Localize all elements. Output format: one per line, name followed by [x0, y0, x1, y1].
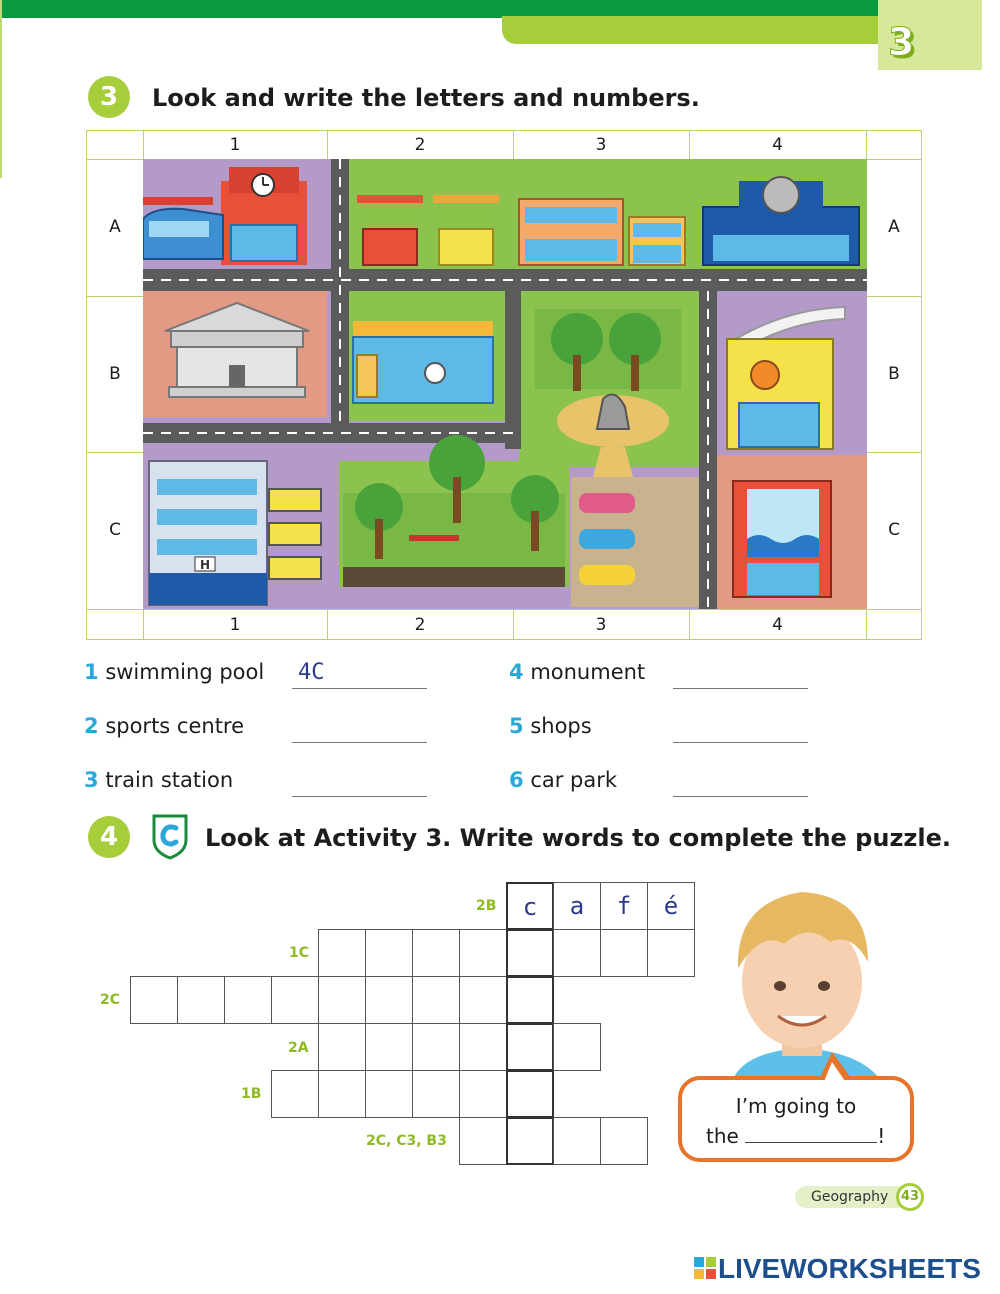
unit-tab	[878, 0, 982, 70]
crossword-cell[interactable]: é	[647, 882, 695, 930]
answer-line-2	[292, 742, 427, 743]
answer-line-6	[673, 796, 808, 797]
answer-line-3	[292, 796, 427, 797]
crossword-cell[interactable]	[412, 1070, 460, 1118]
answer-line-4	[673, 688, 808, 689]
hospital-sign: H	[199, 558, 211, 572]
answer-line-1	[292, 688, 427, 689]
crossword-cell[interactable]: f	[600, 882, 648, 930]
activity-3-title: Look and write the letters and numbers.	[152, 84, 700, 112]
header-accent-bar	[502, 16, 892, 44]
item-shops	[509, 714, 592, 738]
crossword-cell[interactable]	[553, 929, 601, 977]
clue-2c: 2C	[100, 992, 121, 1008]
column-label-bottom-2: 2	[414, 615, 426, 635]
item-label: monument	[530, 660, 646, 684]
row-label-left-b: B	[109, 364, 121, 384]
crossword-cell[interactable]: a	[553, 882, 601, 930]
page-number: 43	[896, 1183, 924, 1211]
column-label-top-1: 1	[229, 135, 241, 155]
row-label-right-c: C	[888, 520, 900, 540]
crossword-cell[interactable]	[553, 1117, 601, 1165]
activity-4-number: 4	[88, 816, 130, 858]
clue-1b: 1B	[241, 1086, 262, 1102]
crossword-cell[interactable]	[506, 1023, 554, 1071]
crossword-cell[interactable]	[412, 1023, 460, 1071]
row-label-left-a: A	[109, 217, 121, 237]
item-number: 3	[84, 768, 99, 792]
speech-line-2	[706, 1124, 885, 1148]
item-number: 2	[84, 714, 99, 738]
clue-1c: 1C	[289, 945, 310, 961]
clue-2b: 2B	[476, 898, 497, 914]
column-label-top-2: 2	[414, 135, 426, 155]
crossword-cell[interactable]	[459, 976, 507, 1024]
column-label-bottom-4: 4	[772, 615, 783, 635]
crossword-cell[interactable]	[506, 1070, 554, 1118]
activity-3-number: 3	[88, 76, 130, 118]
crossword-cell[interactable]	[506, 929, 554, 977]
unit-number: 3	[888, 20, 915, 64]
crossword-cell[interactable]	[318, 1070, 366, 1118]
crossword-cell[interactable]	[271, 976, 319, 1024]
crossword-cell[interactable]	[506, 976, 554, 1024]
crossword-cell[interactable]	[459, 1117, 507, 1165]
crossword-cell[interactable]	[130, 976, 178, 1024]
item-label: shops	[530, 714, 592, 738]
crossword-cell[interactable]	[365, 929, 413, 977]
item-number: 4	[509, 660, 524, 684]
speech-bubble-tail-inner	[823, 1062, 847, 1084]
clue-2c-c3-b3: 2C, C3, B3	[366, 1133, 447, 1149]
boy-illustration	[712, 882, 892, 1082]
crossword-cell[interactable]	[365, 976, 413, 1024]
crossword-cell[interactable]	[318, 976, 366, 1024]
column-label-top-3: 3	[595, 135, 607, 155]
town-illustration	[143, 159, 867, 609]
item-label: car park	[530, 768, 618, 792]
column-label-top-4: 4	[772, 135, 783, 155]
crossword-cell[interactable]	[412, 929, 460, 977]
crossword-cell[interactable]	[506, 1117, 554, 1165]
crossword-cell[interactable]	[412, 976, 460, 1024]
competency-shield-icon	[150, 812, 190, 860]
speech-answer-blank[interactable]	[745, 1125, 877, 1143]
crossword-cell[interactable]	[318, 929, 366, 977]
liveworksheets-brand[interactable]: LIVEWORKSHEETS	[718, 1253, 981, 1284]
speech-line-2-suffix: !	[877, 1124, 886, 1148]
item-swimming-pool	[84, 660, 264, 684]
activity-4-title: Look at Activity 3. Write words to complete the puzzle.	[205, 824, 952, 852]
answer-swimming-pool[interactable]: 4C	[298, 660, 325, 685]
item-label: sports centre	[105, 714, 245, 738]
margin-mark	[0, 0, 2, 178]
crossword-cell[interactable]	[459, 1023, 507, 1071]
item-number: 5	[509, 714, 524, 738]
crossword-cell[interactable]	[600, 1117, 648, 1165]
row-label-right-a: A	[888, 217, 900, 237]
crossword-cell[interactable]	[600, 929, 648, 977]
crossword-cell[interactable]	[365, 1070, 413, 1118]
clue-2a: 2A	[288, 1040, 309, 1056]
item-train-station	[84, 768, 233, 792]
column-label-bottom-3: 3	[595, 615, 607, 635]
speech-line-2-prefix: the	[706, 1124, 739, 1148]
crossword-cell[interactable]	[553, 1023, 601, 1071]
item-number: 6	[509, 768, 524, 792]
row-label-left-c: C	[109, 520, 121, 540]
item-sports-centre	[84, 714, 244, 738]
town-map-grid	[86, 130, 922, 640]
crossword-cell[interactable]	[365, 1023, 413, 1071]
liveworksheets-logo-icon	[694, 1257, 716, 1279]
crossword-cell[interactable]	[224, 976, 272, 1024]
crossword-cell[interactable]	[271, 1070, 319, 1118]
column-label-bottom-1: 1	[229, 615, 241, 635]
crossword-cell[interactable]	[459, 929, 507, 977]
answer-line-5	[673, 742, 808, 743]
speech-line-1: I’m going to	[735, 1094, 857, 1118]
crossword-cell[interactable]: c	[506, 882, 554, 930]
item-monument	[509, 660, 645, 684]
row-label-right-b: B	[888, 364, 900, 384]
item-label: swimming pool	[105, 660, 265, 684]
crossword-cell[interactable]	[647, 929, 695, 977]
crossword-cell[interactable]	[459, 1070, 507, 1118]
subject-label: Geography	[795, 1186, 905, 1208]
item-car-park	[509, 768, 617, 792]
item-number: 1	[84, 660, 99, 684]
speech-bubble	[678, 1076, 914, 1162]
item-label: train station	[105, 768, 234, 792]
crossword-cell[interactable]	[318, 1023, 366, 1071]
crossword-cell[interactable]	[177, 976, 225, 1024]
